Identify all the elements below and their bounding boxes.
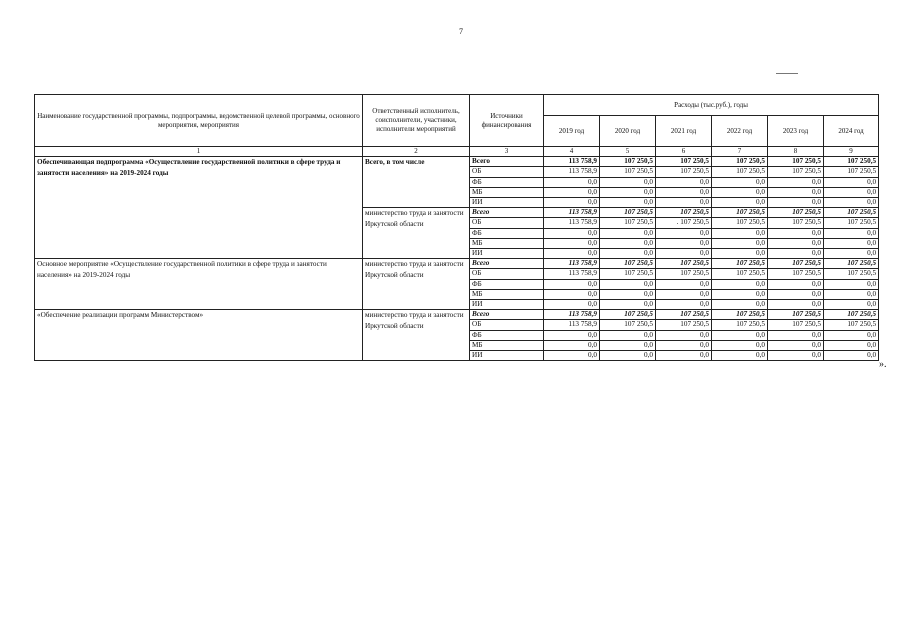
column-number: 7 (712, 147, 768, 157)
funding-source-cell: ОБ (470, 320, 544, 330)
amount-cell: 0,0 (544, 177, 600, 187)
amount-cell: 107 250,5 (768, 310, 824, 320)
amount-cell: 0,0 (544, 249, 600, 259)
amount-cell: 107 250,5 (824, 157, 879, 167)
amount-cell: 107 250,5 (824, 269, 879, 279)
amount-cell: 107 250,5 (712, 218, 768, 228)
funding-source-cell: ИИ (470, 198, 544, 208)
column-number: 1 (35, 147, 363, 157)
amount-cell: 107 250,5 (600, 259, 656, 269)
amount-cell: 107 250,5 (768, 259, 824, 269)
amount-cell: 113 758,9 (544, 320, 600, 330)
amount-cell: 107 250,5 (768, 269, 824, 279)
amount-cell: 0,0 (600, 300, 656, 310)
amount-cell: 107 250,5 (712, 208, 768, 218)
table-row (35, 310, 879, 320)
column-number: 4 (544, 147, 600, 157)
amount-cell: 0,0 (656, 228, 712, 238)
amount-cell: 0,0 (656, 289, 712, 299)
amount-cell: 107 250,5 (712, 320, 768, 330)
header-year: 2022 год (712, 116, 768, 147)
funding-source-cell: ОБ (470, 269, 544, 279)
program-name-cell: Обеспечивающая подпрограмма «Осуществление государственной политики в сфере труда и занятости населения» на 2019-2024 годы (35, 157, 363, 259)
amount-cell: 107 250,5 (656, 269, 712, 279)
amount-cell: 0,0 (824, 340, 879, 350)
amount-cell: 0,0 (712, 340, 768, 350)
amount-cell: 113 758,9 (544, 218, 600, 228)
executor-cell: министерство труда и занятости Иркутской области (363, 259, 470, 310)
amount-cell: 0,0 (712, 238, 768, 248)
budget-table (34, 94, 879, 361)
amount-cell: 0,0 (768, 228, 824, 238)
amount-cell: 0,0 (712, 330, 768, 340)
amount-cell: 107 250,5 (824, 310, 879, 320)
amount-cell: 107 250,5 (824, 320, 879, 330)
funding-source-cell: ИИ (470, 249, 544, 259)
header-name: Наименование государственной программы, подпрограммы, ведомственной целевой программы, основного мероприятия, мероприятия (35, 95, 363, 147)
amount-cell: 107 250,5 (824, 259, 879, 269)
funding-source-cell: ОБ (470, 167, 544, 177)
header-year: 2021 год (656, 116, 712, 147)
amount-cell: 0,0 (712, 289, 768, 299)
amount-cell: 107 250,5 (600, 310, 656, 320)
column-number: 5 (600, 147, 656, 157)
amount-cell: 107 250,5 (712, 259, 768, 269)
funding-source-cell: Всего (470, 259, 544, 269)
amount-cell: 0,0 (656, 279, 712, 289)
amount-cell: 113 758,9 (544, 259, 600, 269)
amount-cell: 0,0 (600, 198, 656, 208)
amount-cell: 107 250,5 (600, 157, 656, 167)
column-number: 8 (768, 147, 824, 157)
amount-cell: 107 250,5 (600, 208, 656, 218)
column-number: 3 (470, 147, 544, 157)
column-number: 2 (363, 147, 470, 157)
amount-cell: 107 250,5 (712, 269, 768, 279)
amount-cell: 107 250,5 (656, 208, 712, 218)
column-number: 6 (656, 147, 712, 157)
amount-cell: 0,0 (712, 198, 768, 208)
amount-cell: 107 250,5 (656, 320, 712, 330)
amount-cell: 107 250,5 (768, 157, 824, 167)
amount-cell: . 107 250,5 (656, 218, 712, 228)
amount-cell: 107 250,5 (768, 167, 824, 177)
amount-cell: 107 250,5 (712, 167, 768, 177)
amount-cell: 0,0 (600, 228, 656, 238)
amount-cell: 0,0 (768, 279, 824, 289)
amount-cell: 0,0 (824, 330, 879, 340)
amount-cell: 0,0 (600, 330, 656, 340)
amount-cell: 107 250,5 (656, 167, 712, 177)
amount-cell: 107 250,5 (656, 259, 712, 269)
amount-cell: 0,0 (768, 300, 824, 310)
amount-cell: 0,0 (712, 300, 768, 310)
column-number: 9 (824, 147, 879, 157)
funding-source-cell: Всего (470, 157, 544, 167)
amount-cell: 0,0 (600, 249, 656, 259)
funding-source-cell: ИИ (470, 300, 544, 310)
amount-cell: 0,0 (656, 330, 712, 340)
program-name-cell: Основное мероприятие «Осуществление государственной политики в сфере труда и занятости населения» на 2019-2024 годы (35, 259, 363, 310)
amount-cell: 107 250,5 (656, 157, 712, 167)
amount-cell: 0,0 (824, 198, 879, 208)
amount-cell: 0,0 (544, 300, 600, 310)
amount-cell: 107 250,5 (600, 167, 656, 177)
header-year: 2020 год (600, 116, 656, 147)
amount-cell: 0,0 (544, 289, 600, 299)
closing-quote-mark: ». (879, 359, 887, 370)
amount-cell: 0,0 (544, 340, 600, 350)
amount-cell: 0,0 (824, 228, 879, 238)
amount-cell: 107 250,5 (656, 310, 712, 320)
amount-cell: 107 250,5 (712, 157, 768, 167)
amount-cell: 0,0 (712, 187, 768, 197)
funding-source-cell: ФБ (470, 177, 544, 187)
amount-cell: 0,0 (600, 238, 656, 248)
header-year: 2024 год (824, 116, 879, 147)
amount-cell: 0,0 (656, 249, 712, 259)
amount-cell: 0,0 (544, 330, 600, 340)
amount-cell: 0,0 (544, 238, 600, 248)
amount-cell: 0,0 (712, 351, 768, 361)
amount-cell: 107 250,5 (600, 269, 656, 279)
amount-cell: 0,0 (656, 187, 712, 197)
header-row (35, 95, 879, 116)
amount-cell: 0,0 (656, 177, 712, 187)
amount-cell: 0,0 (768, 330, 824, 340)
amount-cell: 0,0 (824, 279, 879, 289)
amount-cell: 107 250,5 (600, 320, 656, 330)
amount-cell: 0,0 (656, 340, 712, 350)
amount-cell: 0,0 (544, 279, 600, 289)
amount-cell: 0,0 (544, 198, 600, 208)
amount-cell: 113 758,9 (544, 157, 600, 167)
amount-cell: 0,0 (768, 351, 824, 361)
amount-cell: 0,0 (544, 187, 600, 197)
scan-mark (776, 73, 798, 74)
header-year: 2019 год (544, 116, 600, 147)
amount-cell: 0,0 (712, 177, 768, 187)
amount-cell: 0,0 (600, 289, 656, 299)
funding-source-cell: Всего (470, 208, 544, 218)
amount-cell: 0,0 (712, 228, 768, 238)
funding-source-cell: ФБ (470, 330, 544, 340)
table-row (35, 157, 879, 167)
amount-cell: 113 758,9 (544, 310, 600, 320)
amount-cell: 0,0 (768, 198, 824, 208)
funding-source-cell: ОБ (470, 218, 544, 228)
amount-cell: 113 758,9 (544, 167, 600, 177)
funding-source-cell: ФБ (470, 279, 544, 289)
amount-cell: 0,0 (824, 249, 879, 259)
amount-cell: 0,0 (824, 300, 879, 310)
header-year: 2023 год (768, 116, 824, 147)
funding-source-cell: МБ (470, 187, 544, 197)
amount-cell: 107 250,5 (768, 208, 824, 218)
amount-cell: 0,0 (712, 249, 768, 259)
amount-cell: 0,0 (656, 238, 712, 248)
amount-cell: 0,0 (600, 340, 656, 350)
page-number: 7 (459, 27, 463, 36)
funding-source-cell: МБ (470, 289, 544, 299)
amount-cell: 107 250,5 (824, 167, 879, 177)
table-row (35, 259, 879, 269)
amount-cell: 0,0 (824, 187, 879, 197)
amount-cell: 107 250,5 (600, 218, 656, 228)
amount-cell: 0,0 (768, 177, 824, 187)
amount-cell: 0,0 (600, 187, 656, 197)
amount-cell: 0,0 (768, 249, 824, 259)
amount-cell: 0,0 (600, 279, 656, 289)
program-name-cell: «Обеспечение реализации программ Министерством» (35, 310, 363, 361)
funding-source-cell: ФБ (470, 228, 544, 238)
column-numbers-row (35, 147, 879, 157)
amount-cell: 0,0 (544, 228, 600, 238)
amount-cell: 0,0 (768, 340, 824, 350)
funding-source-cell: МБ (470, 238, 544, 248)
amount-cell: 0,0 (600, 177, 656, 187)
amount-cell: 107 250,5 (768, 320, 824, 330)
funding-source-cell: ИИ (470, 351, 544, 361)
amount-cell: 0,0 (824, 289, 879, 299)
amount-cell: 0,0 (656, 198, 712, 208)
amount-cell: 0,0 (656, 351, 712, 361)
amount-cell: 0,0 (824, 238, 879, 248)
amount-cell: 107 250,5 (768, 218, 824, 228)
amount-cell: 107 250,5 (824, 218, 879, 228)
amount-cell: 0,0 (768, 289, 824, 299)
funding-source-cell: МБ (470, 340, 544, 350)
amount-cell: 107 250,5 (824, 208, 879, 218)
amount-cell: 113 758,9 (544, 269, 600, 279)
amount-cell: 0,0 (712, 279, 768, 289)
amount-cell: 0,0 (544, 351, 600, 361)
executor-cell: министерство труда и занятости Иркутской области (363, 310, 470, 361)
executor-cell: министерство труда и занятости Иркутской области (363, 208, 470, 259)
executor-cell: Всего, в том числе (363, 157, 470, 208)
amount-cell: 113 758,9 (544, 208, 600, 218)
amount-cell: 0,0 (656, 300, 712, 310)
amount-cell: 0,0 (824, 177, 879, 187)
amount-cell: 0,0 (824, 351, 879, 361)
amount-cell: 0,0 (768, 187, 824, 197)
header-responsible: Ответственный исполнитель, соисполнители, участники, исполнители мероприятий (363, 95, 470, 147)
header-sources: Источники финансирования (470, 95, 544, 147)
amount-cell: 0,0 (600, 351, 656, 361)
header-expenses: Расходы (тыс.руб.), годы (544, 95, 879, 116)
amount-cell: 0,0 (768, 238, 824, 248)
funding-source-cell: Всего (470, 310, 544, 320)
amount-cell: 107 250,5 (712, 310, 768, 320)
